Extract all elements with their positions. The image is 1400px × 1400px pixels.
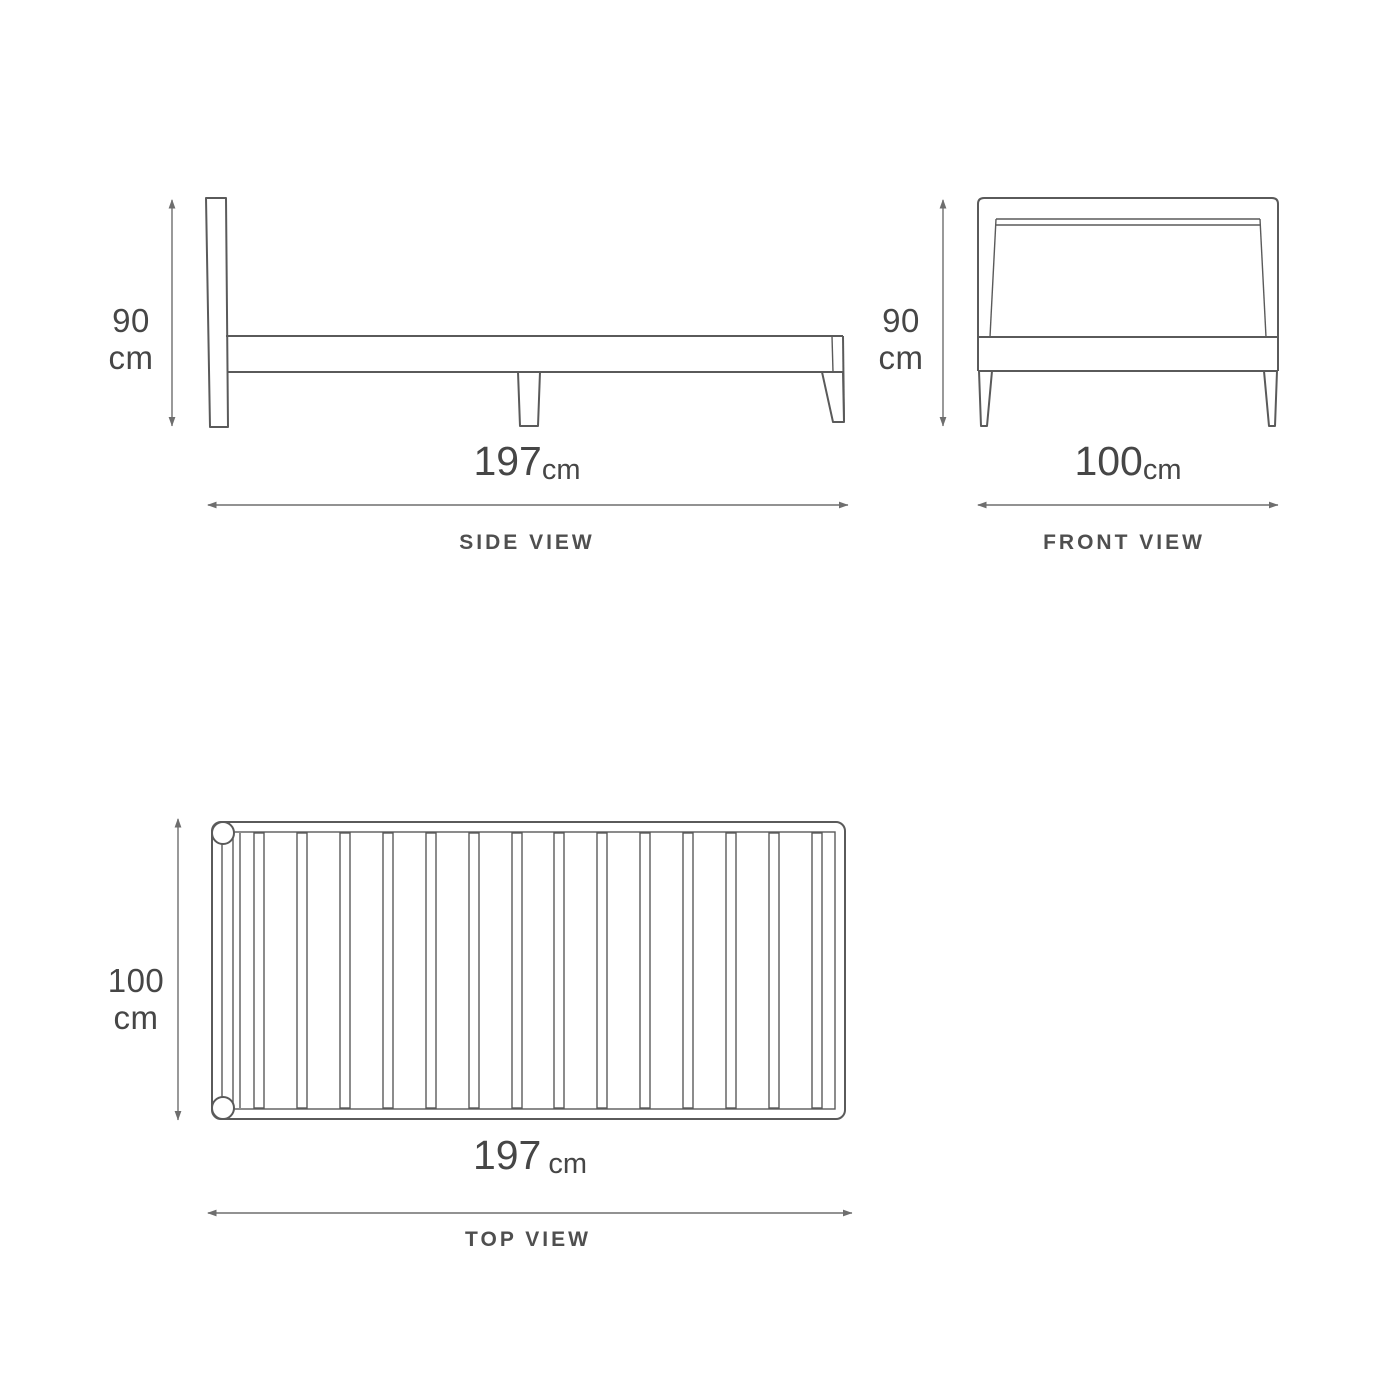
front-view-width-label <box>1018 438 1238 484</box>
slat <box>383 833 393 1108</box>
headboard-post <box>206 198 228 427</box>
slat <box>340 833 350 1108</box>
side-view-caption: SIDE VIEW <box>459 531 595 554</box>
dimension-value: 90 <box>882 302 920 339</box>
front-right-post-inner-edge <box>1260 219 1266 337</box>
slat <box>426 833 436 1108</box>
dimension-unit: cm <box>878 339 924 376</box>
slat <box>640 833 650 1108</box>
side-view-length-label <box>417 438 637 484</box>
slat <box>769 833 779 1108</box>
slat <box>297 833 307 1108</box>
dimension-value: 197 <box>473 438 542 484</box>
center-leg <box>518 372 540 426</box>
slat <box>726 833 736 1108</box>
top-headboard-post <box>212 822 234 844</box>
dimension-unit: cm <box>1142 454 1182 486</box>
slat <box>812 833 822 1108</box>
front-frame-outline <box>978 198 1278 371</box>
dimension-unit: cm <box>548 1148 588 1180</box>
slat <box>597 833 607 1108</box>
front-left-leg <box>979 371 992 426</box>
dimension-value: 100 <box>107 962 165 999</box>
dimension-value: 100 <box>1074 438 1143 484</box>
foot-post-inner-edge <box>832 336 833 372</box>
front-view-caption: FRONT VIEW <box>1043 531 1205 554</box>
dimension-value: 197 <box>472 1132 542 1178</box>
top-view-width-label <box>91 962 181 1036</box>
top-view-caption: TOP VIEW <box>465 1228 591 1251</box>
dimension-unit: cm <box>108 339 154 376</box>
slat <box>554 833 564 1108</box>
dimension-unit: cm <box>113 999 159 1036</box>
dimension-value: 90 <box>112 302 150 339</box>
side-view-height-label <box>86 302 176 376</box>
top-headboard-post <box>212 1097 234 1119</box>
front-right-leg <box>1264 371 1277 426</box>
slat <box>254 833 264 1108</box>
foot-leg <box>822 372 844 422</box>
top-view-length-label <box>420 1132 640 1178</box>
front-view-height-label <box>856 302 946 376</box>
slat <box>469 833 479 1108</box>
dimension-unit: cm <box>541 454 581 486</box>
front-left-post-inner-edge <box>990 219 996 337</box>
slat <box>683 833 693 1108</box>
slat <box>512 833 522 1108</box>
